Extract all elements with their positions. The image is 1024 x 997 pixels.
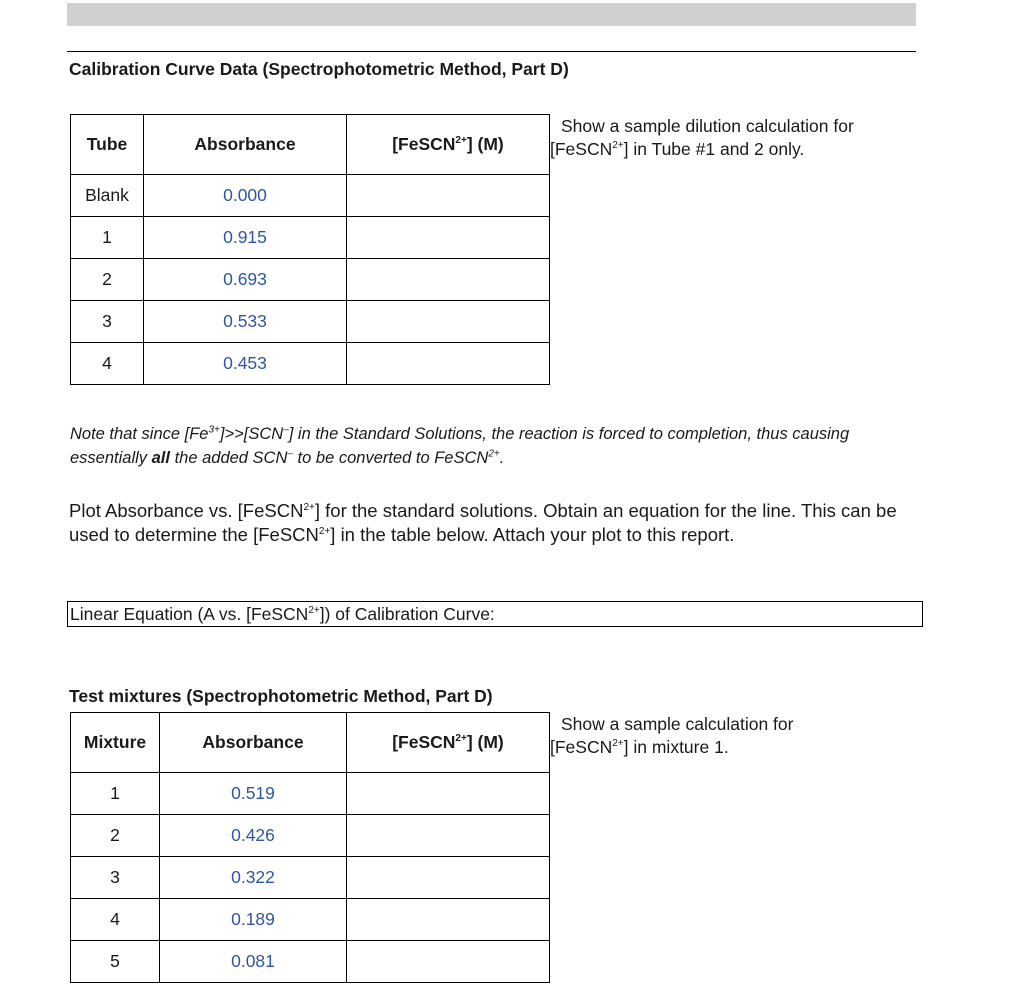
top-bar	[67, 3, 916, 26]
tube-label: 4	[71, 343, 144, 385]
absorbance-value: 0.533	[144, 301, 347, 343]
absorbance-header: Absorbance	[144, 115, 347, 175]
concentration-cell[interactable]	[347, 899, 550, 941]
mixture-label: 2	[71, 815, 160, 857]
header-rule	[67, 51, 916, 52]
mixture-label: 1	[71, 773, 160, 815]
tube-header: Tube	[71, 115, 144, 175]
table-row	[71, 857, 550, 899]
concentration-header: [FeSCN$^{2+}$] (M)	[347, 713, 550, 773]
test-header-row	[71, 713, 550, 773]
concentration-header: [FeSCN$^{2+}$] (M)	[347, 115, 550, 175]
tube-label: 2	[71, 259, 144, 301]
calibration-side-note: Show a sample dilution calculation for [FeSCN$^{2+}$] in Tube #1 and 2 only.	[550, 116, 854, 159]
absorbance-value: 0.322	[160, 857, 347, 899]
linear-equation-field[interactable]: Linear Equation (A vs. [FeSCN$^{2+}$]) of Calibration Curve:	[67, 601, 923, 627]
table-row	[71, 259, 550, 301]
absorbance-value: 0.915	[144, 217, 347, 259]
concentration-cell[interactable]	[347, 941, 550, 983]
concentration-cell[interactable]	[347, 175, 550, 217]
mixture-header: Mixture	[71, 713, 160, 773]
absorbance-value: 0.519	[160, 773, 347, 815]
table-row	[71, 343, 550, 385]
concentration-cell[interactable]	[347, 773, 550, 815]
table-row	[71, 941, 550, 983]
absorbance-value: 0.453	[144, 343, 347, 385]
tube-label: 1	[71, 217, 144, 259]
absorbance-value: 0.426	[160, 815, 347, 857]
concentration-cell[interactable]	[347, 815, 550, 857]
absorbance-value: 0.081	[160, 941, 347, 983]
table-row	[71, 815, 550, 857]
table-row	[71, 899, 550, 941]
concentration-cell[interactable]	[347, 343, 550, 385]
mixture-label: 3	[71, 857, 160, 899]
test-mixtures-table	[70, 712, 550, 983]
absorbance-value: 0.000	[144, 175, 347, 217]
concentration-cell[interactable]	[347, 301, 550, 343]
mixture-label: 4	[71, 899, 160, 941]
table-row	[71, 175, 550, 217]
concentration-cell[interactable]	[347, 857, 550, 899]
absorbance-value: 0.189	[160, 899, 347, 941]
tube-label: Blank	[71, 175, 144, 217]
table-row	[71, 217, 550, 259]
calibration-title: Calibration Curve Data (Spectrophotometric Method, Part D)	[69, 59, 569, 79]
absorbance-value: 0.693	[144, 259, 347, 301]
concentration-cell[interactable]	[347, 259, 550, 301]
absorbance-header: Absorbance	[160, 713, 347, 773]
test-mixtures-title: Test mixtures (Spectrophotometric Method, Part D)	[69, 686, 493, 706]
mixture-label: 5	[71, 941, 160, 983]
standard-solutions-note: Note that since $[Fe^{3+}]>>[SCN^-]$ in the Standard Solutions, the reaction is forced to completion, thus causing essentially all the added SCN– to be converted to FeSCN$^{2+}$.	[70, 424, 850, 467]
test-side-note: Show a sample calculation for [FeSCN$^{2+}$] in mixture 1.	[550, 714, 794, 757]
calibration-table	[70, 114, 550, 385]
plot-instruction: Plot Absorbance vs. [FeSCN$^{2+}$] for the standard solutions. Obtain an equation for the line. This can be used to determine the [FeSCN$^{2+}$] in the table below. Attach your plot to this report.	[69, 500, 897, 545]
tube-label: 3	[71, 301, 144, 343]
table-row	[71, 773, 550, 815]
concentration-cell[interactable]	[347, 217, 550, 259]
table-row	[71, 301, 550, 343]
calibration-header-row	[71, 115, 550, 175]
